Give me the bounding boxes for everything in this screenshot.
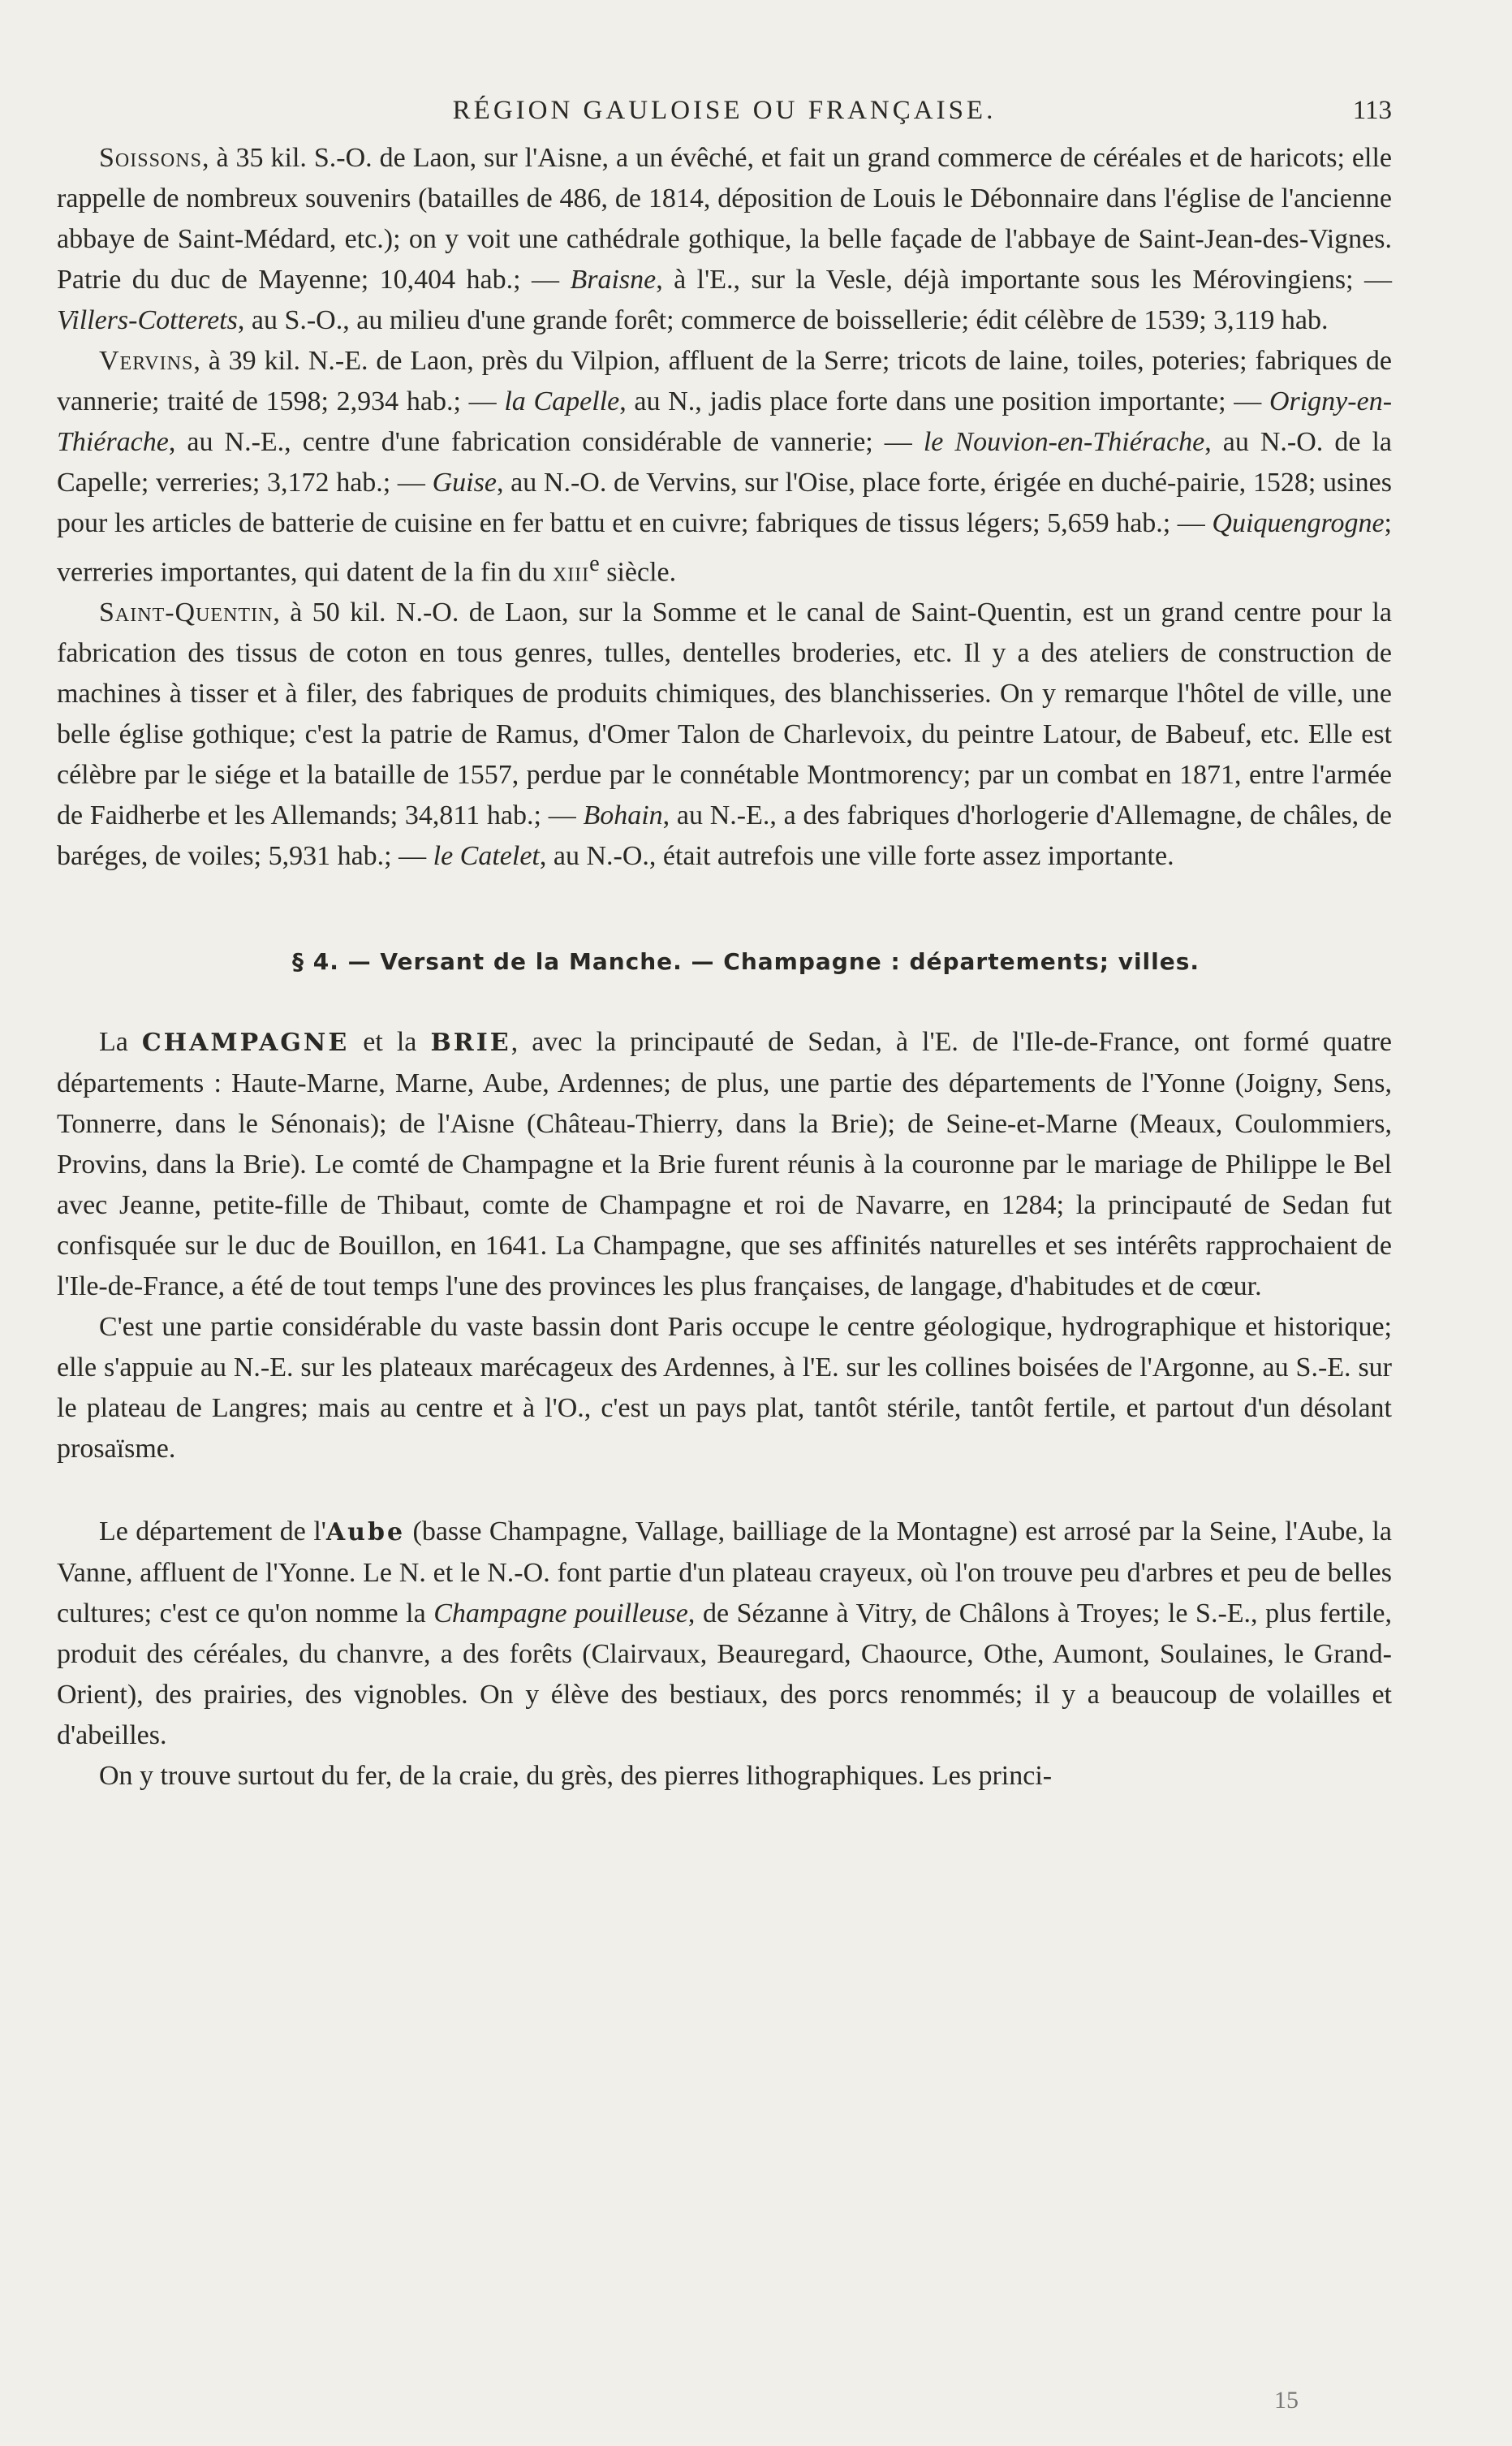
paragraph-vervins bbox=[57, 341, 1392, 593]
text-run: , au N., jadis place forte dans une position importante; — bbox=[619, 386, 1269, 416]
text-run: Le département de l' bbox=[99, 1516, 326, 1547]
text-run: , au N.-O. de la Capelle; verreries; 3,172 hab.; — bbox=[57, 427, 1392, 498]
place-name-le-catelet: le Catelet bbox=[433, 841, 540, 872]
place-name-villers-cotterets: Villers-Cotterets bbox=[57, 305, 238, 335]
running-title: RÉGION GAULOISE OU FRANÇAISE. bbox=[452, 96, 997, 125]
text-run: , au N.-O., était autrefois une ville forte assez importante. bbox=[539, 841, 1174, 872]
paragraph-bassin: C'est une partie considérable du vaste bassin dont Paris occupe le centre géologique, hydrographique et historique; elle s'appuie au N.-E. sur les plateaux marécageux des Ardennes, à l'E. sur les collines boisées de l'Argonne, au S.-E. sur le plateau de Langres; mais au centre et à l'O., c'est un pays plat, tantôt stérile, tantôt fertile, et partout d'un désolant prosaïsme. bbox=[57, 1312, 1392, 1465]
paragraph-saint-quentin bbox=[57, 593, 1392, 877]
text-run: , à 35 kil. S.-O. de Laon, sur l'Aisne, a un évêché, et fait un grand commerce de céréales et de haricots; elle rappelle de nombreux souvenirs (batailles de 486, de 1814, déposition de Louis le Débonnaire dans l'église de l'ancienne abbaye de Saint-Médard, etc.); on y voit une cathédrale gothique, la belle façade de l'abbaye de Saint-Jean-des-Vignes. Patrie du duc de Mayenne; 10,404 hab.; — bbox=[57, 143, 1392, 295]
text-run: La bbox=[99, 1027, 142, 1058]
paragraph-gap bbox=[57, 1469, 1392, 1512]
page-number: 113 bbox=[1352, 96, 1392, 125]
text-run: , à 39 kil. N.-E. de Laon, près du Vilpion, affluent de la Serre; tricots de laine, toiles, poteries; fabriques de vannerie; traité de 1598; 2,934 hab.; — bbox=[57, 346, 1392, 416]
text-run: siècle. bbox=[599, 557, 677, 588]
region-name-brie: BRIE bbox=[430, 1029, 511, 1058]
place-name-saint-quentin: Saint-Quentin bbox=[99, 597, 274, 628]
place-name-nouvion: le Nouvion-en-Thiérache bbox=[923, 427, 1205, 457]
region-name-champagne-pouilleuse: Champagne pouilleuse bbox=[433, 1598, 688, 1629]
place-name-origny: Origny-en-Thiérache bbox=[57, 386, 1393, 457]
place-name-quiquengrogne: Quiquengrogne bbox=[1212, 508, 1385, 538]
place-name-soissons: Soissons bbox=[99, 143, 202, 173]
region-name-champagne: CHAMPAGNE bbox=[141, 1029, 350, 1058]
text-run: , au N.-O. de Vervins, sur l'Oise, place forte, érigée en duché-pairie, 1528; usines pour les articles de batterie de cuisine en fer battu et en cuivre; fabriques de tissus légers; 5,659 hab.; — bbox=[57, 468, 1392, 538]
text-run: , au N.-E., centre d'une fabrication considérable de vannerie; — bbox=[168, 427, 924, 457]
place-name-vervins: Vervins bbox=[99, 346, 194, 376]
department-name-aube: Aube bbox=[325, 1518, 406, 1547]
text-run: , avec la principauté de Sedan, à l'E. de l'Ile-de-France, ont formé quatre départements : Haute-Marne, Marne, Aube, Ardennes; de plus, une partie des départements de l'Yonne (Joigny, Sens, Tonnerre, dans le Sénonais); de l'Aisne (Château-Thierry, dans la Brie); de Seine-et-Marne (Meaux, Coulommiers, Provins, dans la Brie). Le comté de Champagne et la Brie furent réunis à la couronne par le mariage de Philippe le Bel avec Jeanne, petite-fille de Thibaut, comte de Champagne et roi de Navarre, en 1284; la principauté de Sedan fut confisquée sur le duc de Bouillon, en 1641. La Champagne, que ses affinités naturelles et ses intérêts rapprochaient de l'Ile-de-France, a été de tout temps l'une des provinces les plus françaises, de langage, d'habitudes et de cœur. bbox=[57, 1027, 1393, 1302]
place-name-braisne: Braisne bbox=[570, 265, 657, 295]
place-name-guise: Guise bbox=[432, 468, 497, 498]
text-run: ; verreries importantes, qui datent de la fin du bbox=[57, 508, 1392, 588]
text-run: et la bbox=[349, 1027, 431, 1058]
signature-mark: 15 bbox=[1274, 2387, 1299, 2414]
century-numeral: xiii bbox=[552, 557, 590, 588]
paragraph-soissons bbox=[57, 138, 1392, 341]
paragraph-fer: On y trouve surtout du fer, de la craie, du grès, des pierres lithographiques. Les princi- bbox=[99, 1761, 1053, 1792]
page-header bbox=[57, 96, 1392, 128]
text-run: , au N.-E., a des fabriques d'horlogerie d'Allemagne, de châles, de baréges, de voiles; 5,931 hab.; — bbox=[57, 800, 1392, 872]
text-run: , à 50 kil. N.-O. de Laon, sur la Somme et le canal de Saint-Quentin, est un grand centre pour la fabrication des tissus de coton en tous genres, tulles, dentelles broderies, etc. Il y a des ateliers de construction de machines à tisser et à filer, des fabriques de produits chimiques, des blanchisseries. On y remarque l'hôtel de ville, une belle église gothique; c'est la patrie de Ramus, d'Omer Talon de Charlevoix, du peintre Latour, de Babeuf, etc. Elle est célèbre par le siége et la bataille de 1557, perdue par le connétable Montmorency; par un combat en 1871, entre l'armée de Faidherbe et les Allemands; 34,811 hab.; — bbox=[57, 597, 1392, 831]
place-name-la-capelle: la Capelle bbox=[504, 386, 620, 416]
text-run: , de Sézanne à Vitry, de Châlons à Troyes; le S.-E., plus fertile, produit des céréales, du chanvre, a des forêts (Clairvaux, Beauregard, Chaource, Othe, Aumont, Soulaines, le Grand-Orient), des prairies, des vignobles. On y élève des bestiaux, des porcs renommés; il y a beaucoup de volailles et d'abeilles. bbox=[57, 1598, 1393, 1751]
text-run: , au S.-O., au milieu d'une grande forêt; commerce de boissellerie; édit célèbre de 1539; 3,119 hab. bbox=[237, 305, 1329, 335]
place-name-bohain: Bohain bbox=[583, 800, 663, 831]
paragraph-champagne bbox=[57, 1022, 1392, 1307]
paragraph-aube bbox=[57, 1512, 1392, 1756]
text-run: (basse Champagne, Vallage, bailliage de la Montagne) est arrosé par la Seine, l'Aube, la Vanne, affluent de l'Yonne. Le N. et le N.-O. font partie d'un plateau crayeux, où l'on trouve peu d'arbres et peu de belles cultures; c'est ce qu'on nomme la bbox=[57, 1516, 1393, 1629]
century-superscript: e bbox=[589, 551, 600, 576]
section-heading: § 4. — Versant de la Manche. — Champagne : départements; villes. bbox=[292, 948, 1200, 976]
text-run: , à l'E., sur la Vesle, déjà importante sous les Mérovingiens; — bbox=[656, 265, 1392, 295]
